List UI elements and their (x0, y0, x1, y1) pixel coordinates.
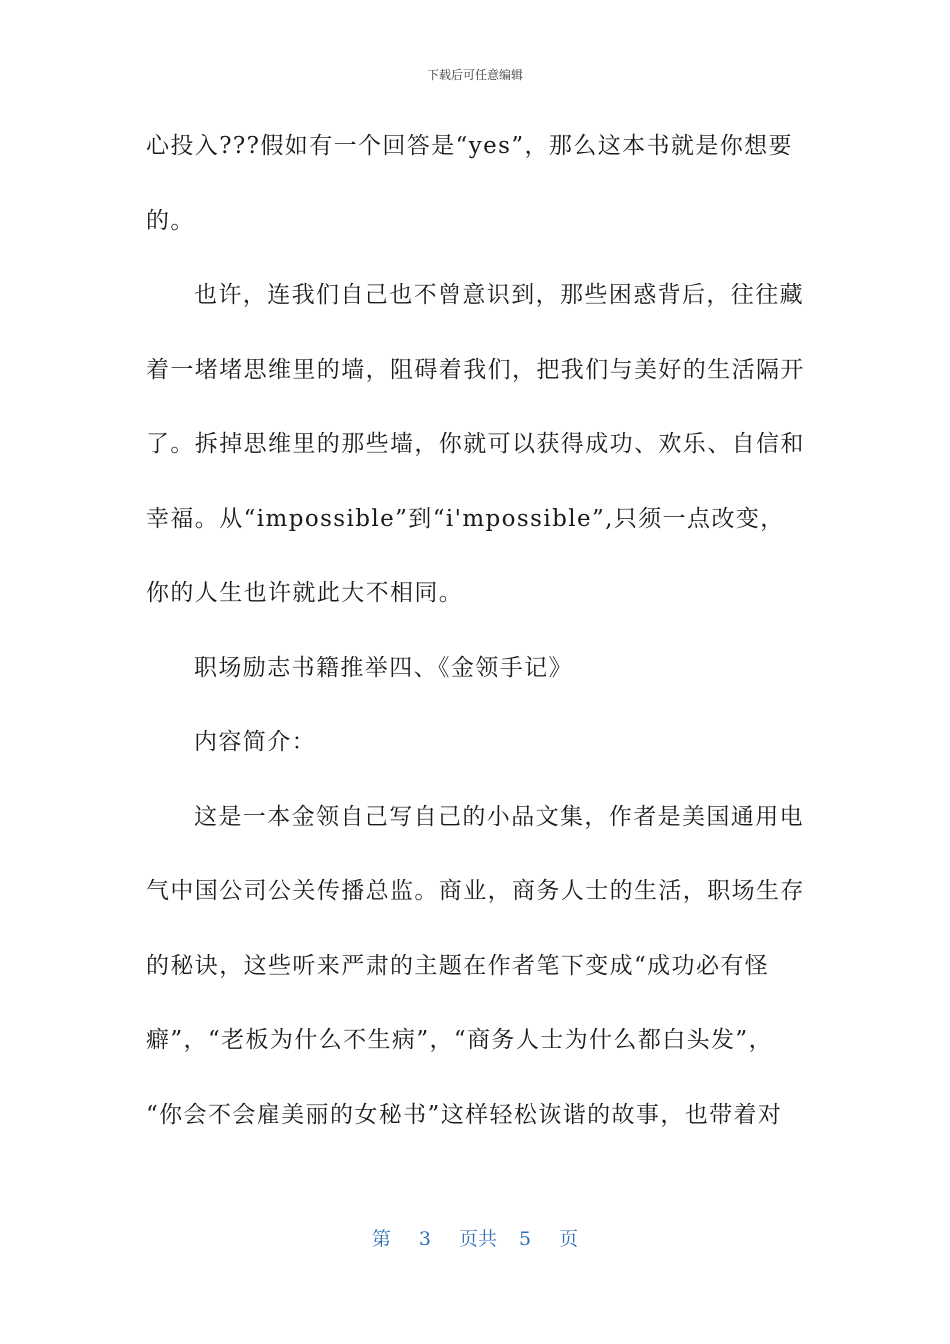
paragraph-start-line: 这是一本金领自己写自己的小品文集，作者是美国通用电 (194, 803, 804, 830)
section-heading: 职场励志书籍推举四、《金领手记》 (194, 654, 573, 681)
text-line: 幸福。从“impossible”到“i'mpossible”,只须一点改变， (146, 505, 785, 532)
header-note: 下载后可任意编辑 (426, 68, 523, 82)
text-line: 的。 (146, 207, 195, 234)
footer-page-total: 5 (519, 1228, 532, 1250)
text-line: “你会不会雇美丽的女秘书”这样轻松诙谐的故事，也带着对 (146, 1101, 783, 1128)
subheading: 内容简介： (194, 729, 316, 755)
text-line: 气中国公司公关传播总监。商业，商务人士的生活，职场生存 (146, 878, 805, 904)
footer-page-label: 第 (371, 1228, 391, 1250)
text-line: 心投入???假如有一个回答是“yes”，那么这本书就是你想要 (146, 133, 793, 159)
text-line: 了。拆掉思维里的那些墙，你就可以获得成功、欢乐、自信和 (146, 431, 805, 457)
body-text (146, 120, 806, 1163)
footer-page-mid: 页共 (458, 1228, 497, 1250)
footer-page-current: 3 (418, 1228, 431, 1250)
paragraph-start-line: 也许，连我们自己也不曾意识到，那些困惑背后，往往藏 (194, 282, 804, 308)
text-line: 的秘诀，这些听来严肃的主题在作者笔下变成“成功必有怪 (146, 952, 770, 979)
text-line: 你的人生也许就此大不相同。 (146, 580, 464, 606)
footer-page-suffix: 页 (559, 1228, 579, 1250)
page-footer (0, 1224, 950, 1251)
text-line: 癖”，“老板为什么不生病”，“商务人士为什么都白头发”， (146, 1027, 773, 1053)
text-line: 着一堵堵思维里的墙，阻碍着我们，把我们与美好的生活隔开 (146, 356, 805, 383)
